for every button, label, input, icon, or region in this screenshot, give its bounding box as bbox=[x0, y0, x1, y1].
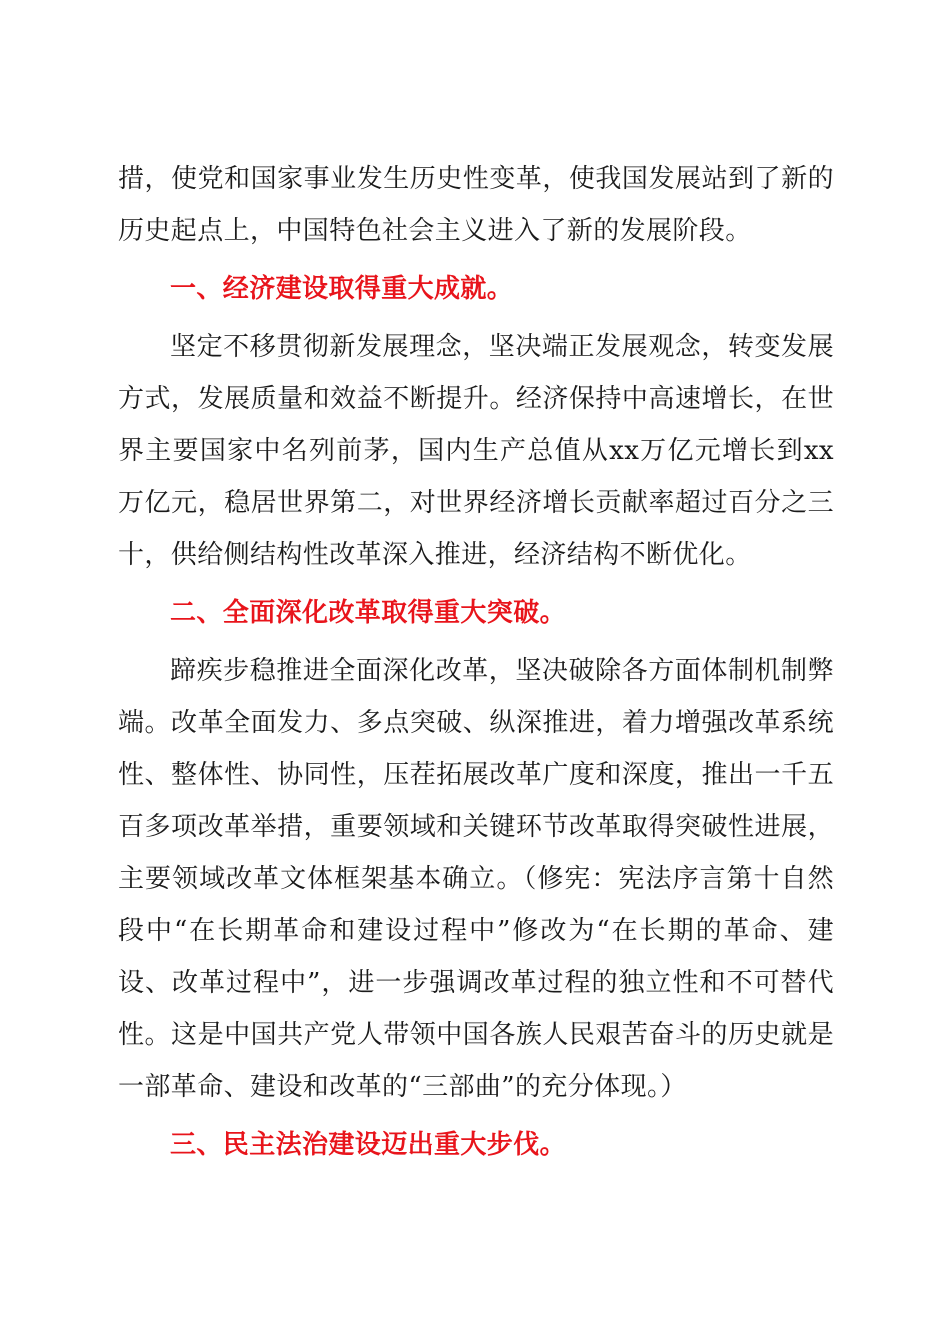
section-heading-economy: 一、经济建设取得重大成就。 bbox=[170, 274, 514, 304]
section-heading-reform: 二、全面深化改革取得重大突破。 bbox=[170, 598, 567, 628]
section-body-economy: 坚定不移贯彻新发展理念，坚决端正发展观念，转变发展方式，发展质量和效益不断提升。经济保持中高速增长，在世界主要国家中名列前茅，国内生产总值从xx万亿元增长到xx万亿元，稳居世界第二，对世界经济增长贡献率超过百分之三十，供给侧结构性改革深入推进，经济结构不断优化。 bbox=[118, 332, 834, 570]
section-body-reform: 蹄疾步稳推进全面深化改革，坚决破除各方面体制机制弊端。改革全面发力、多点突破、纵深推进，着力增强改革系统性、整体性、协同性，压茬拓展改革广度和深度，推出一千五百多项改革举措，重要领域和关键环节改革取得突破性进展，主要领域改革文体框架基本确立。（修宪：宪法序言第十自然段中“在长期革命和建设过程中”修改为“在长期的革命、建设、改革过程中”，进一步强调改革过程的独立性和不可替代性。这是中国共产党人带领中国各族人民艰苦奋斗的历史就是一部革命、建设和改革的“三部曲”的充分体现。） bbox=[118, 656, 834, 1102]
intro-paragraph: 措，使党和国家事业发生历史性变革，使我国发展站到了新的历史起点上，中国特色社会主义进入了新的发展阶段。 bbox=[118, 164, 834, 246]
section-heading-democracy: 三、民主法治建设迈出重大步伐。 bbox=[170, 1130, 567, 1160]
document-content bbox=[118, 153, 834, 1171]
